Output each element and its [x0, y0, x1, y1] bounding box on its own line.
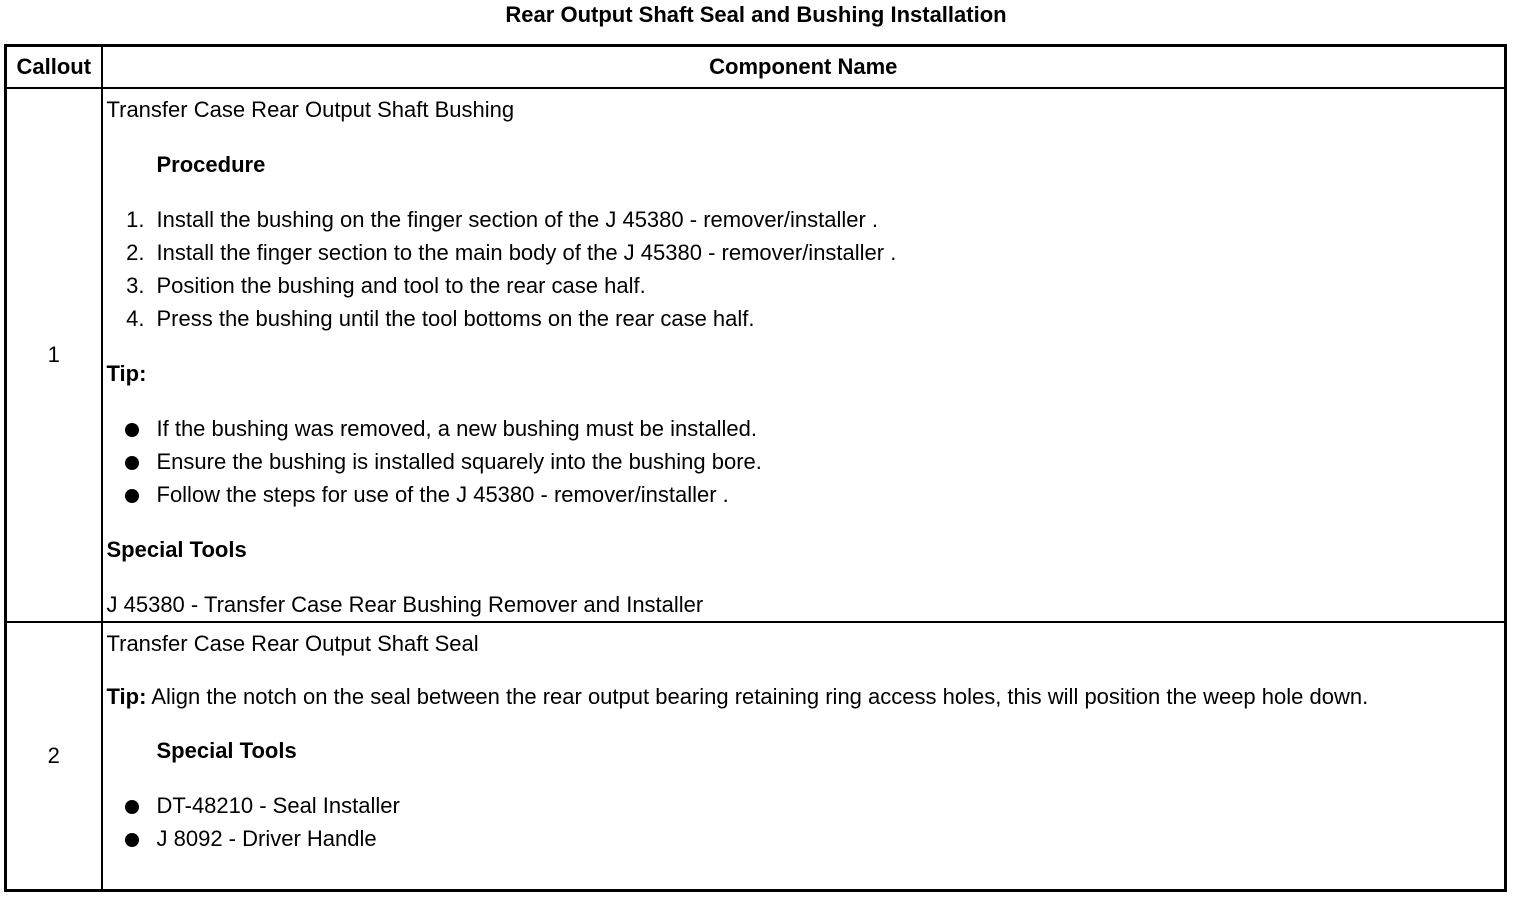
- list-item: [107, 412, 1501, 445]
- list-item: [107, 445, 1501, 478]
- step-number: 1.: [126, 207, 145, 232]
- tip-paragraph: [107, 682, 1501, 712]
- tip-list: [107, 412, 1501, 511]
- tip-text: Follow the steps for use of the J 45380 - remover/installer .: [156, 482, 729, 507]
- callout-number: 2: [6, 622, 102, 890]
- tip-text: Align the notch on the seal between the rear output bearing retaining ring access holes, this will position the weep hole down.: [146, 684, 1369, 709]
- step-text: Install the finger section to the main body of the J 45380 - remover/installer .: [156, 240, 897, 265]
- table-row: [6, 88, 1506, 622]
- procedure-steps: [107, 203, 1501, 335]
- tip-heading: Tip:: [106, 361, 147, 386]
- step-number: 3.: [126, 273, 145, 298]
- procedure-step: [107, 236, 1501, 269]
- bullet-icon: [107, 830, 157, 850]
- step-number: 2.: [126, 240, 145, 265]
- component-name: Transfer Case Rear Output Shaft Bushing: [106, 97, 515, 122]
- component-cell: [102, 88, 1506, 622]
- list-item: [107, 478, 1501, 511]
- tip-label: Tip:: [106, 684, 147, 709]
- bullet-icon: [107, 453, 157, 473]
- special-tool-text: J 45380 - Transfer Case Rear Bushing Remover and Installer: [106, 592, 704, 617]
- bullet-icon: [107, 797, 157, 817]
- table-row: [6, 622, 1506, 890]
- bullet-icon: [107, 420, 157, 440]
- tip-text: Ensure the bushing is installed squarely into the bushing bore.: [156, 449, 762, 474]
- special-tools-heading: Special Tools: [156, 738, 297, 763]
- component-table: [4, 44, 1507, 892]
- procedure-heading: Procedure: [156, 152, 266, 177]
- component-name: Transfer Case Rear Output Shaft Seal: [106, 631, 479, 656]
- procedure-step: [107, 302, 1501, 335]
- callout-number: 1: [6, 88, 102, 622]
- special-tools-heading: Special Tools: [106, 537, 247, 562]
- step-number: 4.: [126, 306, 145, 331]
- table-header-row: [6, 46, 1506, 89]
- procedure-step: [107, 203, 1501, 236]
- tool-list: [107, 789, 1501, 855]
- list-item: [107, 789, 1501, 822]
- component-cell: [102, 622, 1506, 890]
- tip-text: If the bushing was removed, a new bushing must be installed.: [156, 416, 757, 441]
- list-item: [107, 822, 1501, 855]
- callout-header: Callout: [6, 46, 102, 89]
- document-title: Rear Output Shaft Seal and Bushing Installation: [505, 2, 1007, 27]
- procedure-step: [107, 269, 1501, 302]
- tool-text: J 8092 - Driver Handle: [156, 826, 377, 851]
- component-name-header: Component Name: [102, 46, 1506, 89]
- bullet-icon: [107, 486, 157, 506]
- step-text: Position the bushing and tool to the rear case half.: [156, 273, 646, 298]
- step-text: Install the bushing on the finger section of the J 45380 - remover/installer .: [156, 207, 879, 232]
- tool-text: DT-48210 - Seal Installer: [156, 793, 400, 818]
- step-text: Press the bushing until the tool bottoms on the rear case half.: [156, 306, 755, 331]
